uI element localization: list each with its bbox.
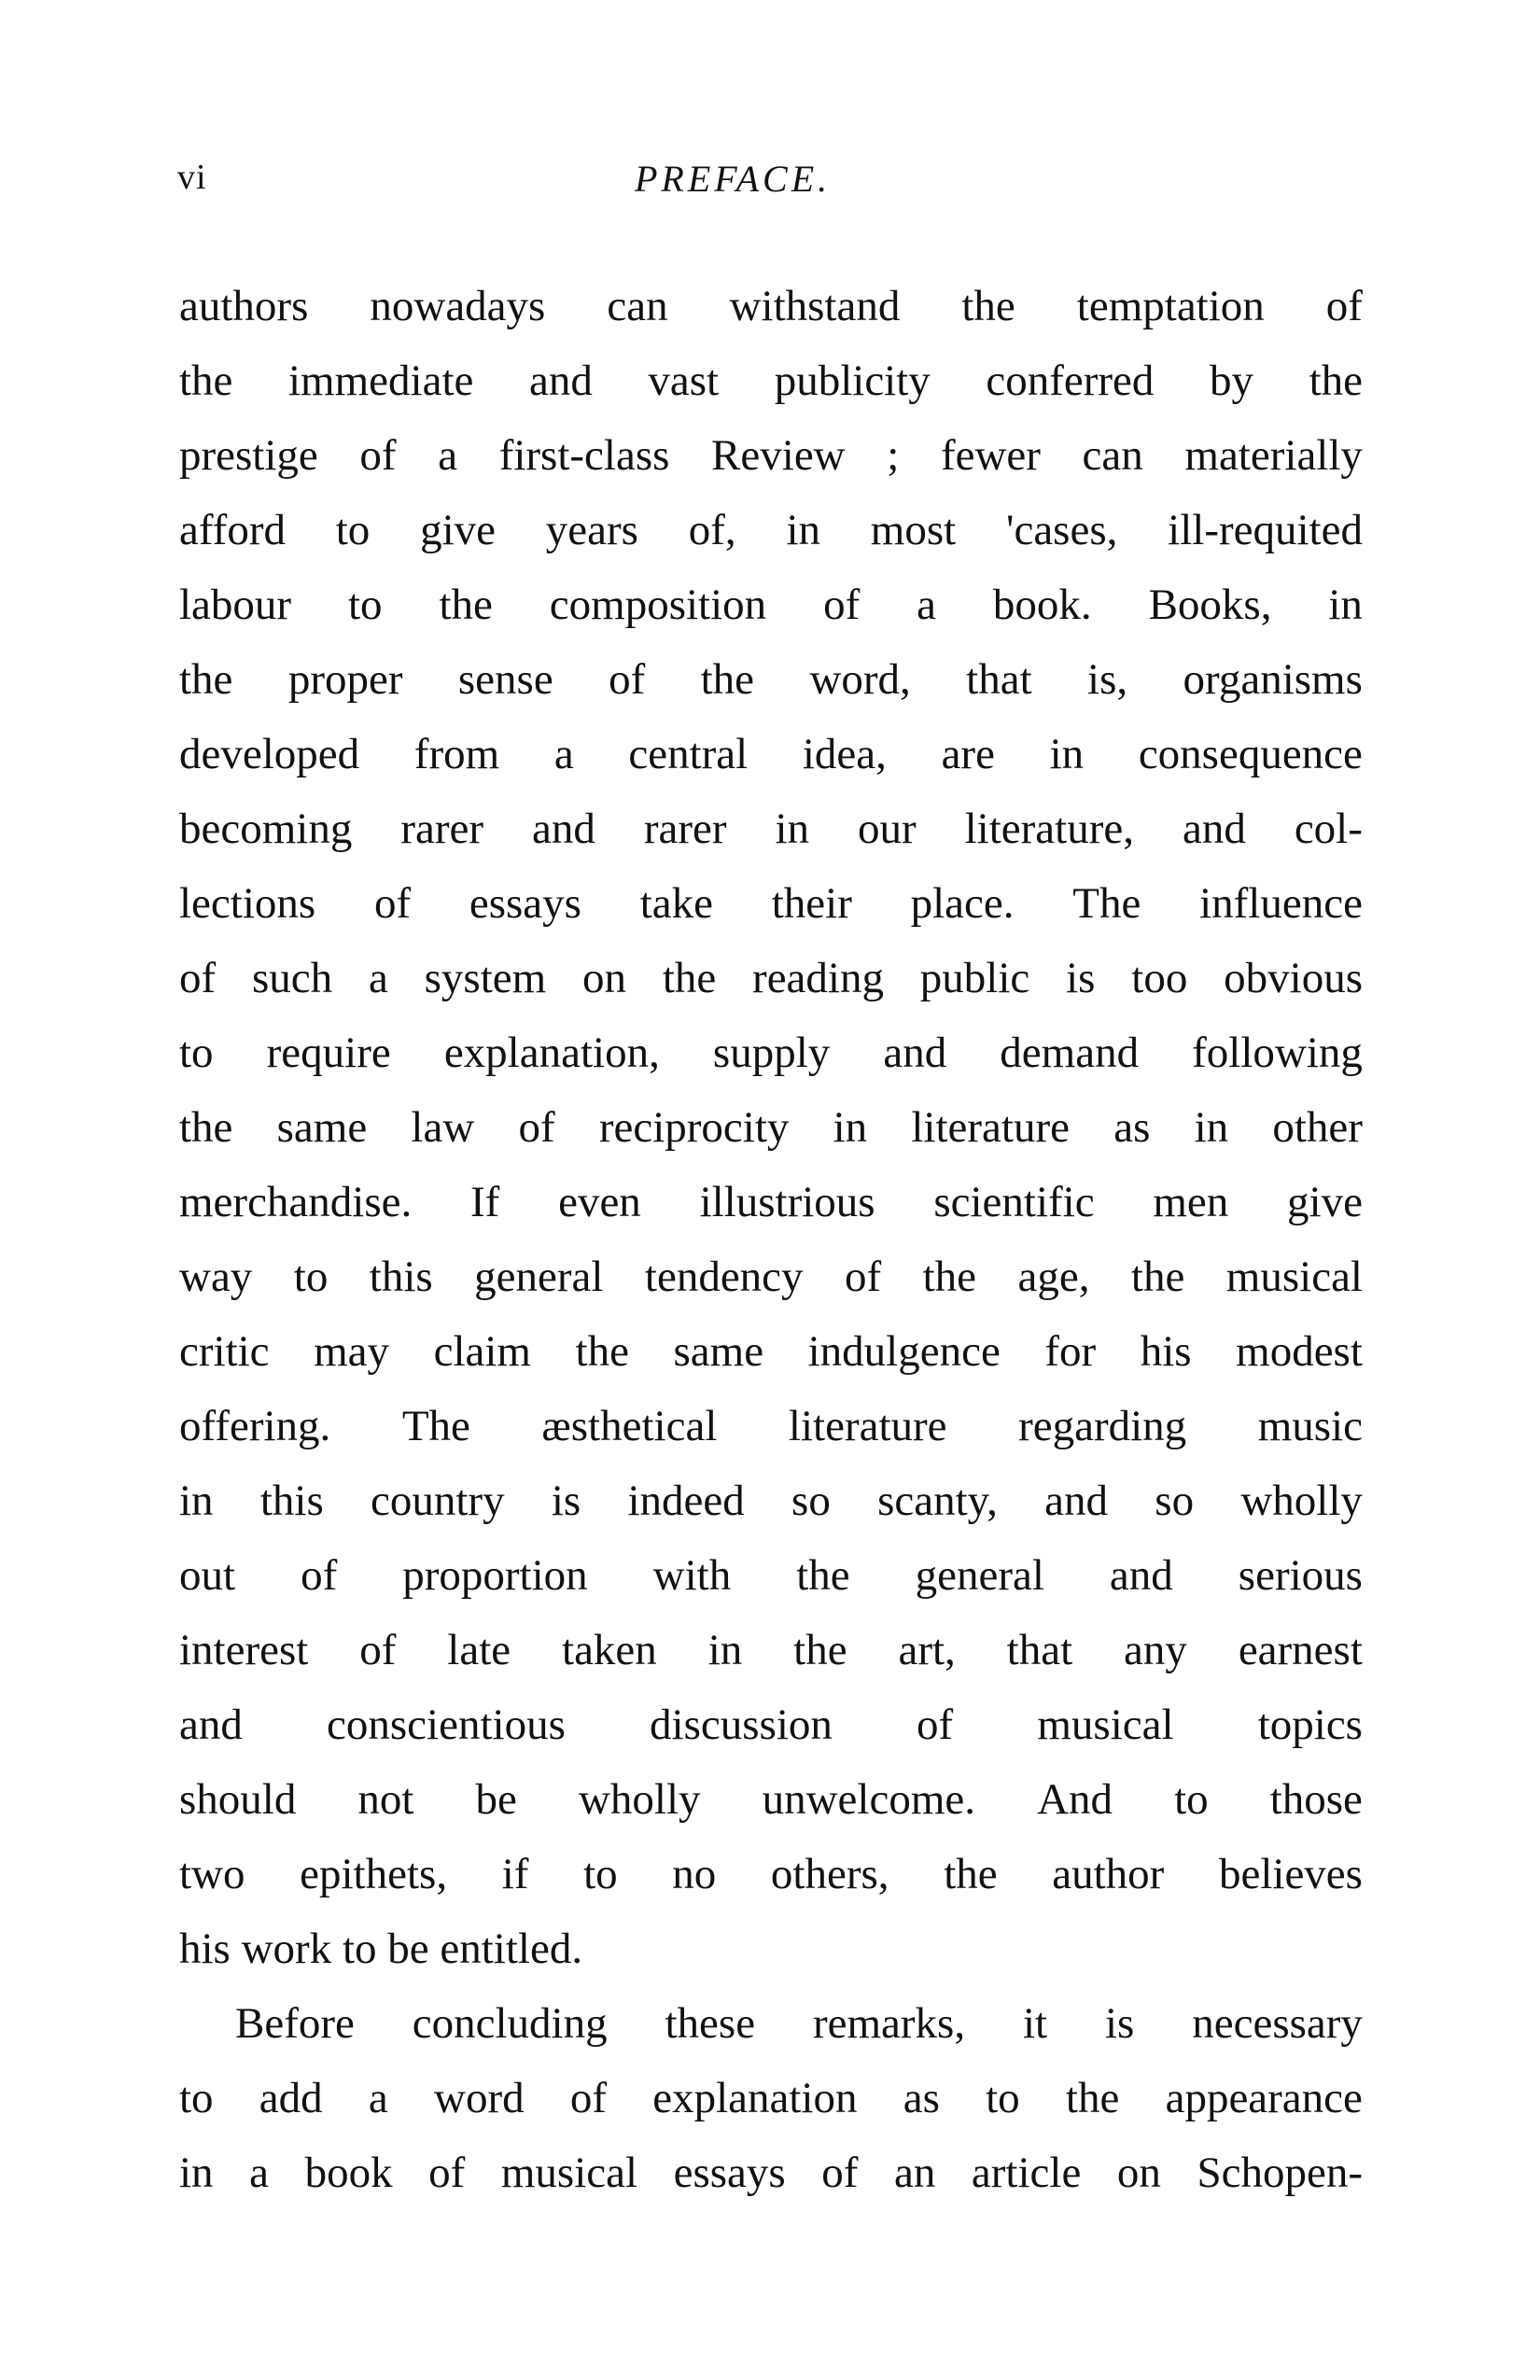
text-line: to add a word of explanation as to the appearance [179, 2074, 1363, 2122]
text-line: Before concluding these remarks, it is necessary [235, 1999, 1363, 2048]
text-line: labour to the composition of a book. Books, in [179, 581, 1363, 629]
text-line: the same law of reciprocity in literature as in other [179, 1103, 1363, 1152]
text-line: should not be wholly unwelcome. And to those [179, 1775, 1363, 1824]
text-line: way to this general tendency of the age, the musical [179, 1253, 1363, 1301]
text-line: in this country is indeed so scanty, and so wholly [179, 1477, 1363, 1525]
text-line: offering. The æsthetical literature regarding music [179, 1402, 1363, 1450]
text-line: lections of essays take their place. The influence [179, 879, 1363, 928]
text-line: merchandise. If even illustrious scientific men give [179, 1178, 1363, 1226]
text-line: becoming rarer and rarer in our literature, and col- [179, 805, 1363, 853]
text-line: prestige of a first-class Review ; fewer can materially [179, 431, 1363, 480]
text-line: authors nowadays can withstand the temptation of [179, 282, 1363, 330]
text-line: and conscientious discussion of musical topics [179, 1701, 1363, 1749]
text-line: the immediate and vast publicity conferred by the [179, 357, 1363, 405]
text-line: critic may claim the same indulgence for his modest [179, 1327, 1363, 1376]
text-line: in a book of musical essays of an article on Schopen- [179, 2149, 1363, 2197]
text-line: the proper sense of the word, that is, organisms [179, 655, 1363, 704]
text-line: of such a system on the reading public is too obvious [179, 954, 1363, 1002]
paragraph [179, 1986, 1363, 2210]
text-line: his work to be entitled. [179, 1925, 583, 1973]
paragraph [179, 269, 1363, 1986]
body-text [179, 269, 1363, 2210]
running-title: PREFACE. [635, 158, 832, 200]
text-line: interest of late taken in the art, that any earnest [179, 1626, 1363, 1674]
text-line: developed from a central idea, are in consequence [179, 730, 1363, 778]
text-line: afford to give years of, in most 'cases, ill-requited [179, 506, 1363, 554]
page-header [177, 157, 1372, 213]
paragraphs [179, 269, 1363, 2210]
text-line: out of proportion with the general and serious [179, 1551, 1363, 1600]
page-number: vi [177, 158, 207, 197]
text-line: to require explanation, supply and demand following [179, 1029, 1363, 1077]
text-line: two epithets, if to no others, the author believes [179, 1850, 1363, 1898]
